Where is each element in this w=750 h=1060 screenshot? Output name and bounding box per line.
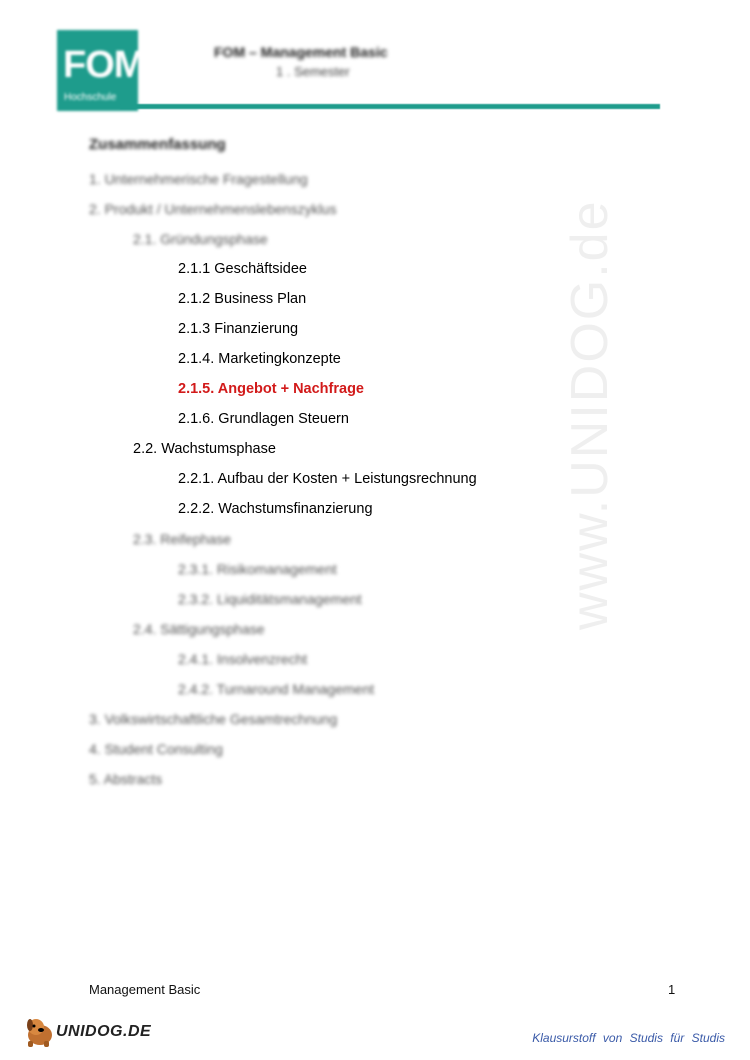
toc-item: 2.4.2. Turnaround Management xyxy=(178,681,375,697)
unidog-brand-text: UNIDOG.DE xyxy=(56,1023,152,1040)
toc-item: 4. Student Consulting xyxy=(89,741,223,757)
toc-item: 2.3.1. Risikomanagement xyxy=(178,561,337,577)
toc-item: 2. Produkt / Unternehmenslebenszyklus xyxy=(89,201,337,217)
toc-item-highlighted: 2.1.5. Angebot + Nachfrage xyxy=(178,381,365,397)
unidog-logo xyxy=(22,1013,152,1049)
toc-item: 2.4. Sättigungsphase xyxy=(133,621,265,637)
toc-item: 3. Volkswirtschaftliche Gesamtrechnung xyxy=(89,711,338,727)
toc-item: 2.1.4. Marketingkonzepte xyxy=(178,351,341,367)
toc-item: 5. Abstracts xyxy=(89,771,163,787)
footer-title: Management Basic xyxy=(89,982,201,997)
toc-item: 2.1.1 Geschäftsidee xyxy=(178,261,307,277)
toc-item: 2.2. Wachstumsphase xyxy=(133,441,276,457)
toc-item: 2.1.2 Business Plan xyxy=(178,291,307,307)
page-number: 1 xyxy=(668,982,676,997)
logo xyxy=(57,30,145,111)
toc-item: 2.1.3 Finanzierung xyxy=(178,321,299,337)
toc-item: 1. Unternehmerische Fragestellung xyxy=(89,171,308,187)
watermark: www.UNIDOG.de xyxy=(561,199,619,630)
header-subtitle: 1 . Semester xyxy=(276,64,350,79)
logo-text: FOM xyxy=(63,44,145,86)
toc-item: 2.3. Reifephase xyxy=(133,531,232,547)
tagline: Klausurstoff von Studis für Studis xyxy=(532,1031,725,1045)
toc-item: 2.4.1. Insolvenzrecht xyxy=(178,651,308,667)
document-title: Zusammenfassung xyxy=(89,136,226,153)
toc-item: 2.2.2. Wachstumsfinanzierung xyxy=(178,501,373,517)
header-divider xyxy=(120,104,660,109)
toc-item: 2.3.2. Liquiditätsmanagement xyxy=(178,591,362,607)
header-title: FOM – Management Basic xyxy=(214,44,388,60)
toc-item: 2.2.1. Aufbau der Kosten + Leistungsrechnung xyxy=(178,471,477,487)
toc-item: 2.1. Gründungsphase xyxy=(133,231,268,247)
logo-subtext: Hochschule xyxy=(64,92,117,103)
toc-item: 2.1.6. Grundlagen Steuern xyxy=(178,411,349,427)
dog-icon xyxy=(22,1013,58,1049)
